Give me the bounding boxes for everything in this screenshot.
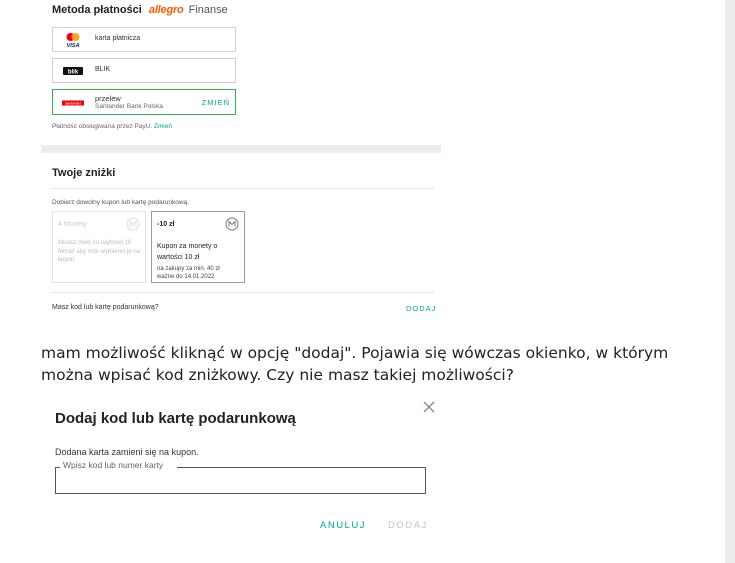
section-separator [41, 145, 441, 153]
discounts-description: Dobierz dowolny kupon lub kartę podarunkową. [52, 199, 189, 206]
code-input[interactable] [62, 475, 422, 487]
add-button-disabled[interactable]: DODAJ [388, 520, 428, 531]
change-payment-button[interactable]: ZMIEŃ [201, 98, 230, 107]
payment-heading-text: Metoda płatności [52, 4, 142, 16]
scrollbar[interactable] [725, 0, 735, 563]
field-border [56, 467, 60, 468]
santander-icon [61, 95, 85, 111]
coins-card-title: 4 Monety [58, 221, 87, 228]
coin-icon [225, 217, 239, 231]
coupon-card-sub [157, 265, 243, 281]
add-code-button[interactable]: DODAJ [406, 304, 437, 313]
payment-option-transfer[interactable] [52, 89, 236, 115]
payu-note [52, 123, 172, 130]
close-icon[interactable] [421, 399, 437, 415]
payu-note-text: Płatność obsługiwana przez PayU. [52, 123, 153, 130]
divider [52, 292, 434, 293]
payu-change-link[interactable]: Zmień [153, 123, 172, 130]
payment-option-blik[interactable] [52, 58, 236, 83]
field-border [177, 467, 425, 468]
payment-option-label: karta płatnicza [95, 35, 141, 42]
payment-option-card[interactable] [52, 27, 236, 52]
coupon-valid-until: ważne do 14.01.2022 [157, 274, 215, 280]
svg-text:VISA: VISA [66, 43, 80, 48]
svg-text:blik: blik [67, 69, 79, 76]
allegro-logo: allegro [148, 4, 184, 16]
svg-text:Santander: Santander [65, 101, 81, 106]
divider [52, 188, 434, 189]
code-field-label: Wpisz kod lub numer karty [63, 460, 164, 470]
code-question: Masz kod lub kartę podarunkową? [52, 304, 159, 311]
coin-icon [126, 217, 140, 231]
code-field[interactable] [55, 460, 426, 494]
allegro-finanse-label: Finanse [188, 4, 228, 16]
dialog-note: Dodana karta zamieni się na kupon. [55, 447, 199, 457]
mastercard-visa-icon [61, 32, 85, 48]
blik-icon [61, 63, 85, 79]
coins-card-body: Musisz mieć co najmniej 10 Monet aby móc wymienić je na kupon. [58, 240, 141, 263]
coupon-card-title: -10 zł [157, 221, 175, 228]
post-paragraph: mam możliwość kliknąć w opcję "dodaj". Pojawia się wówczas okienko, w którym można wpisać kod zniżkowy. Czy nie masz takiej możliwości? [41, 344, 669, 384]
coupon-min-amount: na zakupy za min. 40 zł [157, 266, 220, 272]
payment-option-label: przelew [95, 94, 121, 103]
coupon-card[interactable] [151, 211, 245, 283]
payment-heading [52, 4, 228, 16]
coupon-card-main: Kupon za monety o wartości 10 zł [157, 243, 218, 261]
dialog-title: Dodaj kod lub kartę podarunkową [55, 410, 296, 427]
cancel-button[interactable]: ANULUJ [320, 520, 366, 531]
bank-name: Santander Bank Polska [95, 103, 163, 110]
payment-option-label: BLIK [95, 66, 111, 73]
discounts-title: Twoje zniżki [52, 167, 116, 179]
coins-card [52, 211, 146, 283]
